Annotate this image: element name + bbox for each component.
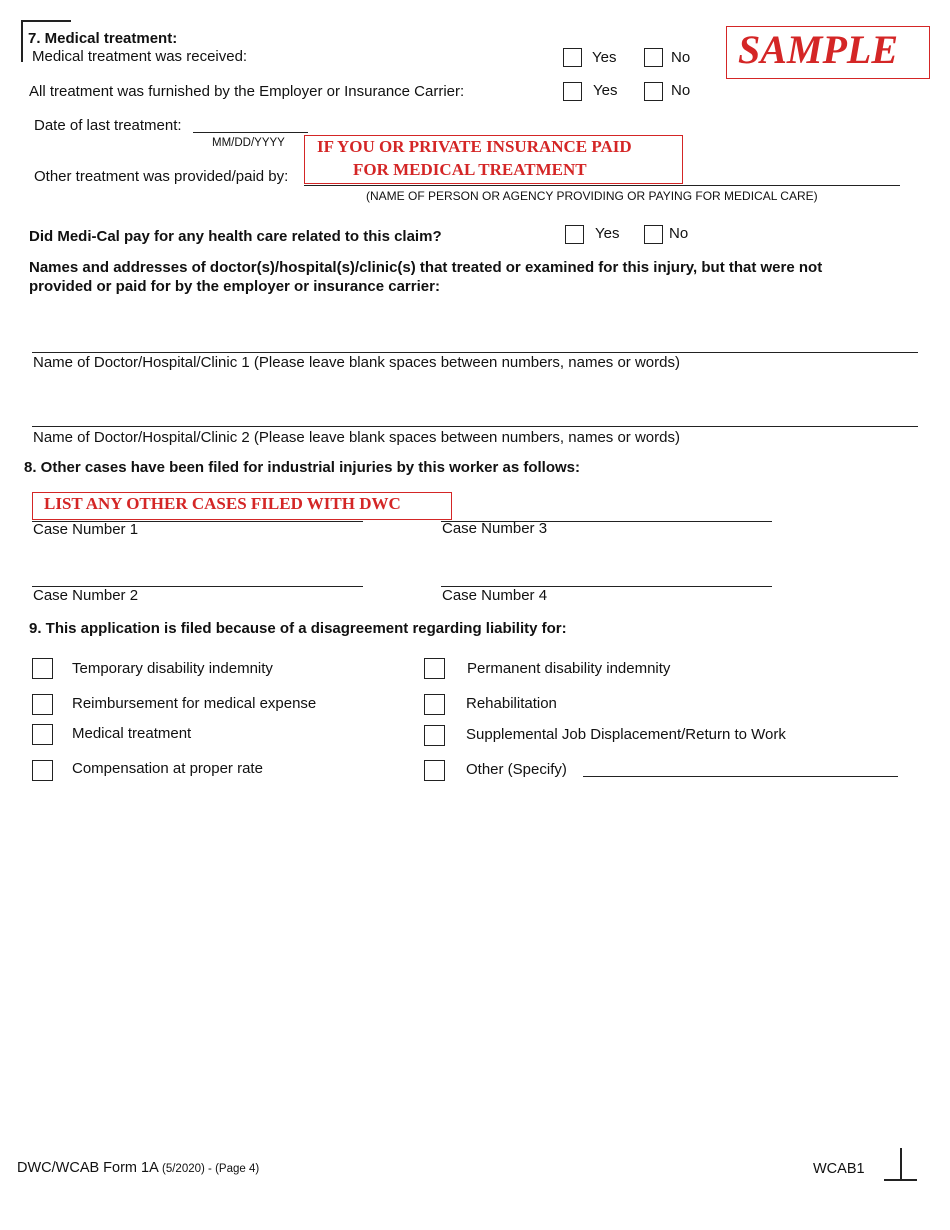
rehabilitation-label: Rehabilitation bbox=[466, 695, 557, 712]
temporary-disability-checkbox[interactable] bbox=[32, 658, 53, 679]
case-number-3-label: Case Number 3 bbox=[442, 520, 548, 537]
treatment-furnished-yes-checkbox[interactable] bbox=[563, 82, 582, 101]
medical-treatment-checkbox[interactable] bbox=[32, 724, 53, 745]
corner-mark-top-left bbox=[21, 20, 71, 22]
medical-received-no-checkbox[interactable] bbox=[644, 48, 663, 67]
permanent-disability-label: Permanent disability indemnity bbox=[467, 660, 671, 677]
case-number-2-label: Case Number 2 bbox=[33, 587, 139, 604]
medical-received-no-label: No bbox=[671, 49, 691, 66]
other-cases-note: LIST ANY OTHER CASES FILED WITH DWC bbox=[44, 494, 401, 513]
corner-mark-bottom-right-horizontal bbox=[884, 1179, 917, 1181]
reimbursement-label: Reimbursement for medical expense bbox=[72, 695, 317, 712]
other-treatment-note-line2: FOR MEDICAL TREATMENT bbox=[353, 160, 587, 179]
other-specify-field[interactable] bbox=[583, 776, 898, 777]
medi-cal-no-label: No bbox=[669, 225, 689, 242]
date-last-treatment-label: Date of last treatment: bbox=[34, 117, 182, 134]
permanent-disability-checkbox[interactable] bbox=[424, 658, 445, 679]
supplemental-job-label: Supplemental Job Displacement/Return to Work bbox=[466, 726, 786, 743]
medical-treatment-label: Medical treatment bbox=[72, 725, 192, 742]
names-question-line2: provided or paid for by the employer or insurance carrier: bbox=[29, 278, 440, 295]
medical-received-question: Medical treatment was received: bbox=[32, 48, 248, 65]
footer-form-code: WCAB1 bbox=[813, 1161, 865, 1177]
corner-mark-top-left-vertical bbox=[21, 20, 23, 62]
rehabilitation-checkbox[interactable] bbox=[424, 694, 445, 715]
footer-form-title: DWC/WCAB Form 1A bbox=[17, 1160, 158, 1176]
reimbursement-checkbox[interactable] bbox=[32, 694, 53, 715]
doctor2-field[interactable] bbox=[32, 426, 918, 427]
section-7-heading: 7. Medical treatment: bbox=[28, 30, 178, 47]
treatment-furnished-no-label: No bbox=[671, 82, 691, 99]
treatment-furnished-yes-label: Yes bbox=[593, 82, 618, 99]
medical-received-yes-checkbox[interactable] bbox=[563, 48, 582, 67]
case-number-4-label: Case Number 4 bbox=[442, 587, 548, 604]
medi-cal-no-checkbox[interactable] bbox=[644, 225, 663, 244]
footer-form-meta: (5/2020) - (Page 4) bbox=[162, 1163, 260, 1175]
corner-mark-bottom-right bbox=[900, 1148, 902, 1180]
footer-form-name bbox=[17, 1159, 259, 1178]
medi-cal-yes-checkbox[interactable] bbox=[565, 225, 584, 244]
date-last-treatment-field[interactable] bbox=[193, 132, 308, 133]
medi-cal-question: Did Medi-Cal pay for any health care related to this claim? bbox=[29, 228, 442, 245]
treatment-furnished-no-checkbox[interactable] bbox=[644, 82, 663, 101]
names-question-line1: Names and addresses of doctor(s)/hospital(s)/clinic(s) that treated or examined for this injury, but that were not bbox=[29, 259, 823, 276]
other-specify-label: Other (Specify) bbox=[466, 761, 567, 778]
medical-received-yes-label: Yes bbox=[592, 49, 617, 66]
section-9-heading: 9. This application is filed because of a disagreement regarding liability for: bbox=[29, 620, 567, 637]
date-format-hint: MM/DD/YYYY bbox=[212, 137, 285, 149]
other-specify-checkbox[interactable] bbox=[424, 760, 445, 781]
compensation-rate-label: Compensation at proper rate bbox=[72, 760, 263, 777]
case-number-1-label: Case Number 1 bbox=[33, 521, 139, 538]
doctor2-label: Name of Doctor/Hospital/Clinic 2 (Please leave blank spaces between numbers, names or words) bbox=[33, 429, 680, 446]
other-treatment-label: Other treatment was provided/paid by: bbox=[34, 168, 289, 185]
doctor1-label: Name of Doctor/Hospital/Clinic 1 (Please leave blank spaces between numbers, names or words) bbox=[33, 354, 680, 371]
medi-cal-yes-label: Yes bbox=[595, 225, 620, 242]
other-treatment-field[interactable] bbox=[304, 185, 900, 186]
other-treatment-caption: (NAME OF PERSON OR AGENCY PROVIDING OR PAYING FOR MEDICAL CARE) bbox=[366, 189, 818, 203]
doctor1-field[interactable] bbox=[32, 352, 918, 353]
other-treatment-note-line1: IF YOU OR PRIVATE INSURANCE PAID bbox=[317, 137, 632, 156]
temporary-disability-label: Temporary disability indemnity bbox=[72, 660, 273, 677]
sample-stamp-text: SAMPLE bbox=[738, 27, 899, 72]
compensation-rate-checkbox[interactable] bbox=[32, 760, 53, 781]
supplemental-job-checkbox[interactable] bbox=[424, 725, 445, 746]
section-8-heading: 8. Other cases have been filed for industrial injuries by this worker as follows: bbox=[24, 459, 580, 476]
treatment-furnished-question: All treatment was furnished by the Employer or Insurance Carrier: bbox=[29, 83, 465, 100]
